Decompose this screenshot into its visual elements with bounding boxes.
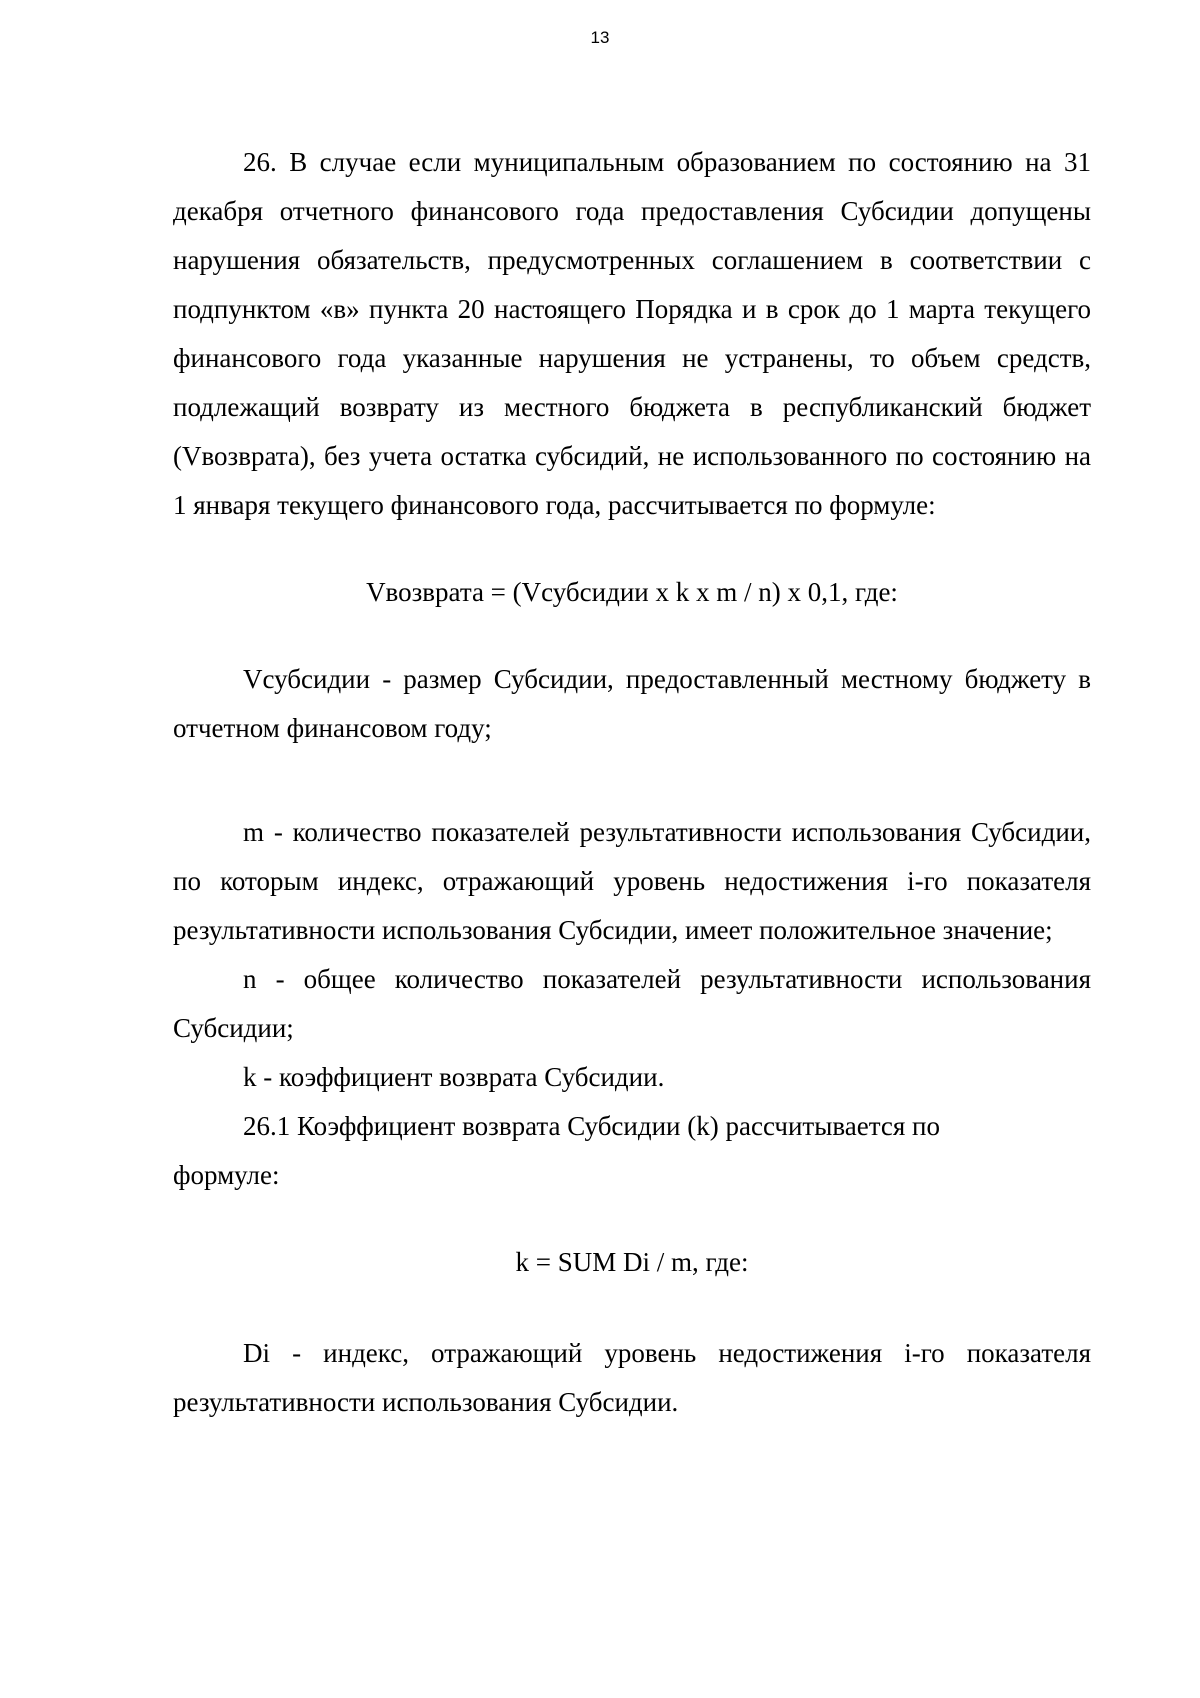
paragraph-26-1-line2: формуле: xyxy=(173,1160,280,1190)
definition-vsubsidy: Vсубсидии - размер Субсидии, предоставленный местному бюджету в отчетном финансовом году; xyxy=(173,664,1091,743)
definition-n: n - общее количество показателей результативности использования Субсидии; xyxy=(173,964,1091,1043)
formula-vreturn: Vвозврата = (Vсубсидии x k x m / n) x 0,1, где: xyxy=(366,577,898,607)
document-body xyxy=(173,138,1091,1427)
definition-m: m - количество показателей результативности использования Субсидии, по которым индекс, отражающий уровень недостижения i-го показателя результативности использования Субсидии, имеет положительное значение; xyxy=(173,817,1091,945)
paragraph-26-1 xyxy=(173,1102,1091,1151)
paragraph-26: 26. В случае если муниципальным образованием по состоянию на 31 декабря отчетного финансового года предоставления Субсидии допущены нарушения обязательств, предусмотренных соглашением в соответствии с подпунктом «в» пункта 20 настоящего Порядка и в срок до 1 марта текущего финансового года указанные нарушения не устранены, то объем средств, подлежащий возврату из местного бюджета в республиканский бюджет (Vвозврата), без учета остатка субсидий, не использованного по состоянию на 1 января текущего финансового года, рассчитывается по формуле: xyxy=(173,147,1091,520)
page-number: 13 xyxy=(590,28,610,47)
paragraph-26-1-line1: 26.1 Коэффициент возврата Субсидии (k) рассчитывается по xyxy=(243,1111,940,1141)
formula-k: k = SUM Di / m, где: xyxy=(515,1247,749,1277)
definition-di: Di - индекс, отражающий уровень недостижения i-го показателя результативности использования Субсидии. xyxy=(173,1338,1091,1417)
definition-k: k - коэффициент возврата Субсидии. xyxy=(243,1062,665,1092)
